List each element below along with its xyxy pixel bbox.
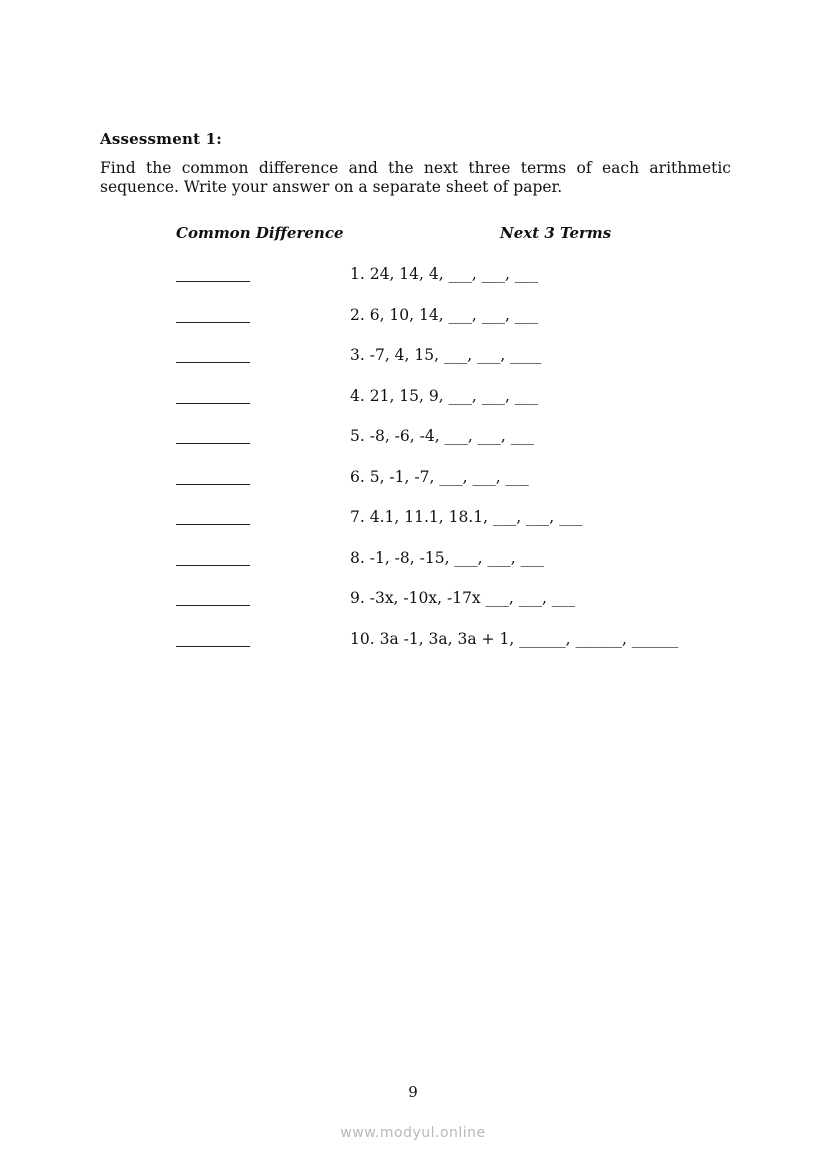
question-text: 7. 4.1, 11.1, 18.1, ___, ___, ___ (350, 508, 583, 526)
answer-blank[interactable] (176, 484, 250, 485)
question-text: 10. 3a -1, 3a, 3a + 1, ______, ______, ______ (350, 629, 679, 648)
question-item-7 (0, 508, 826, 549)
question-item-2 (0, 306, 826, 347)
question-item-4 (0, 387, 826, 428)
answer-blank[interactable] (176, 322, 250, 323)
question-text: 2. 6, 10, 14, ___, ___, ___ (350, 305, 539, 324)
common-difference-header: Common Difference (176, 224, 344, 242)
answer-blank[interactable] (176, 362, 250, 363)
instructions-paragraph: Find the common difference and the next three terms of each arithmetic sequence. Write your answer on a separate sheet of paper. (100, 159, 731, 196)
question-text: 9. -3x, -10x, -17x ___, ___, ___ (350, 589, 576, 607)
answer-blank[interactable] (176, 605, 250, 606)
assessment-heading: Assessment 1: (100, 130, 223, 148)
question-item-8 (0, 549, 826, 590)
question-text: 3. -7, 4, 15, ___, ___, ____ (350, 346, 542, 364)
question-text: 8. -1, -8, -15, ___, ___, ___ (350, 548, 544, 567)
answer-blank[interactable] (176, 403, 250, 404)
answer-blank[interactable] (176, 524, 250, 525)
question-text: 4. 21, 15, 9, ___, ___, ___ (350, 386, 539, 405)
next-terms-header: Next 3 Terms (500, 224, 612, 242)
page-number: 9 (408, 1083, 418, 1101)
question-item-9 (0, 589, 826, 630)
question-list (0, 265, 826, 670)
answer-blank[interactable] (176, 646, 250, 647)
question-item-5 (0, 427, 826, 468)
answer-blank[interactable] (176, 565, 250, 566)
question-item-10 (0, 630, 826, 671)
question-item-3 (0, 346, 826, 387)
watermark: www.modyul.online (340, 1125, 486, 1141)
question-text: 1. 24, 14, 4, ___, ___, ___ (350, 265, 539, 283)
answer-blank[interactable] (176, 281, 250, 282)
question-item-6 (0, 468, 826, 509)
question-text: 6. 5, -1, -7, ___, ___, ___ (350, 467, 529, 486)
question-item-1 (0, 265, 826, 306)
answer-blank[interactable] (176, 443, 250, 444)
question-text: 5. -8, -6, -4, ___, ___, ___ (350, 427, 535, 445)
